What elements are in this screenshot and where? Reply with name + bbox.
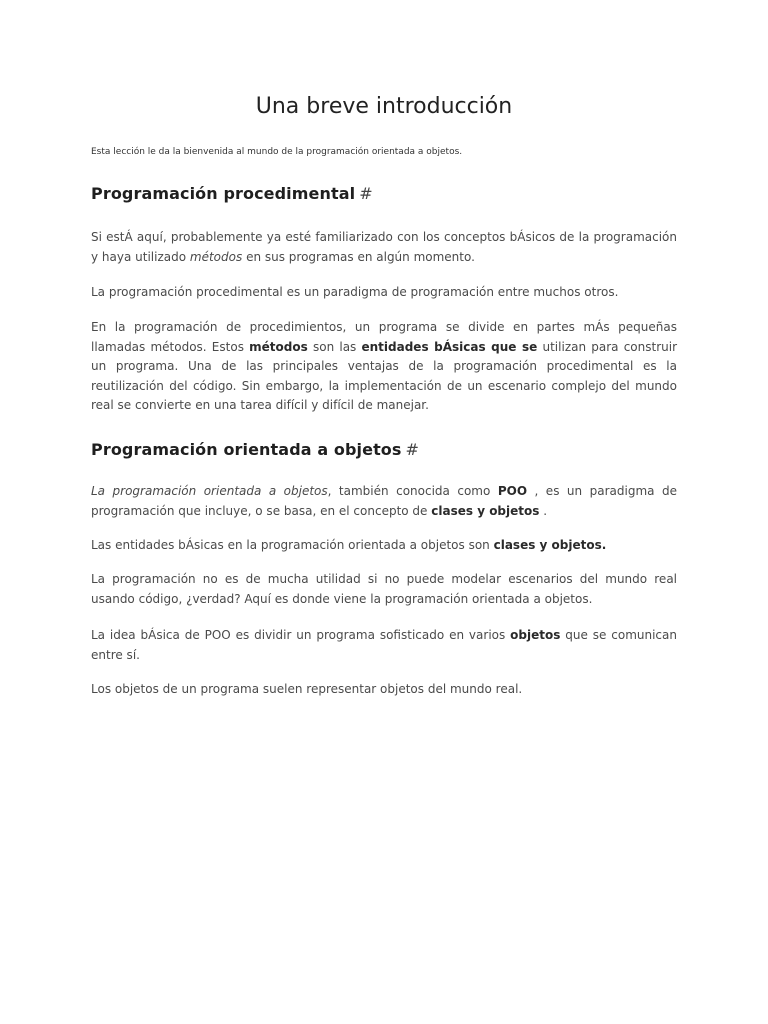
page-title: Una breve introducción xyxy=(255,94,513,119)
text: En la programación de procedimientos, un programa se divide en partes mÁs pequeñas llamadas métodos. Estos xyxy=(91,320,677,354)
strong-text: entidades bÁsicas que se xyxy=(361,339,538,354)
paragraph: La programación procedimental es un paradigma de programación entre muchos otros. xyxy=(91,285,619,299)
text: . xyxy=(543,503,548,518)
text: utilizan para construir un programa. Una de las principales ventajas de la programación procedimental es la reutilización del código. Sin embargo, la implementación de un escenario complejo del mundo real se convierte en una tarea difícil y difícil de manejar. xyxy=(91,339,678,412)
text: que se comunican entre sí. xyxy=(91,628,677,662)
code-text: clases y objetos. xyxy=(493,538,607,552)
paragraph xyxy=(91,318,677,416)
paragraph xyxy=(91,626,677,665)
paragraph: La programación no es de mucha utilidad si no puede modelar escenarios del mundo real usando código, ¿verdad? Aquí es donde viene la programación orientada a objetos. xyxy=(91,572,677,606)
section-heading-oop xyxy=(91,440,419,459)
paragraph: Los objetos de un programa suelen representar objetos del mundo real. xyxy=(91,682,523,696)
emphasis-text: La programación orientada a objetos xyxy=(91,484,328,498)
text: , es un paradigma de programación que incluye, o se basa, en el concepto de xyxy=(91,484,677,518)
intro-text: Esta lección le da la bienvenida al mundo de la programación orientada a objetos. xyxy=(91,147,463,157)
strong-text: objetos xyxy=(510,628,561,642)
text: en sus programas en algún momento. xyxy=(246,249,475,264)
paragraph xyxy=(91,228,677,267)
text: , también conocida como xyxy=(327,484,491,498)
text: son las xyxy=(312,339,357,354)
section-heading-procedural-label: Programación procedimental xyxy=(91,184,356,203)
section-heading-oop-label: Programación orientada a objetos xyxy=(91,440,402,459)
anchor-link-procedural[interactable]: # xyxy=(359,184,373,203)
code-text: clases y objetos xyxy=(431,503,540,518)
paragraph xyxy=(91,536,677,556)
paragraph xyxy=(91,482,677,521)
emphasis-text: métodos xyxy=(189,249,243,264)
text: La idea bÁsica de POO es dividir un programa sofisticado en varios xyxy=(91,628,506,642)
text: Las entidades bÁsicas en la programación orientada a objetos son xyxy=(91,538,490,552)
anchor-link-oop[interactable]: # xyxy=(405,440,420,459)
strong-text: métodos xyxy=(249,339,308,354)
code-text: POO xyxy=(497,484,528,498)
section-heading-procedural xyxy=(91,184,373,203)
text: Si estÁ aquí, probablemente ya esté familiarizado con los conceptos bÁsicos de la programación y haya utilizado xyxy=(91,230,677,264)
